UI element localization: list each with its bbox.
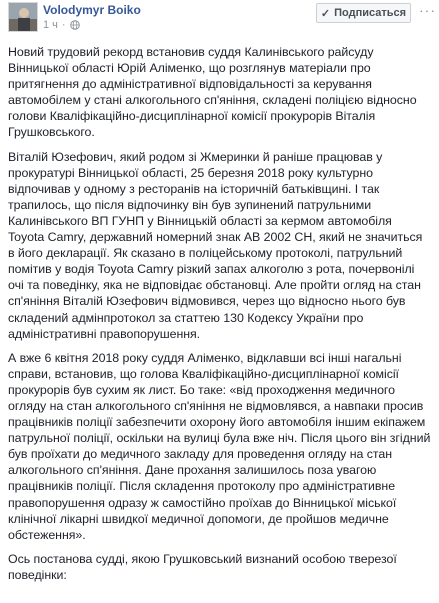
globe-icon <box>70 20 80 30</box>
post-paragraph: Ось постанова судді, якою Грушковський визнаний особою тверезої поведінки: <box>8 551 397 582</box>
post-paragraph: Новий трудовий рекорд встановив суддя Калинівського райсуду Вінницької області Юрій Аліменко, що розглянув матеріали про притягнення до адміністративної відповідальності за керування автомобілем у стані алкогольного сп'яніння, складені поліцією відносно голови Кваліфікаційно-дисциплінарної комісії прокурорів Віталія Грушковського. <box>8 45 417 140</box>
post-timestamp[interactable]: 1 ч <box>43 19 58 31</box>
meta-separator: · <box>61 19 66 31</box>
post-paragraph: А вже 6 квітня 2018 року суддя Аліменко, відклавши всі інші нагальні справи, встановив, що голова Кваліфікаційно-дисциплінарної комісії прокурорів був сухим як лист. Бо таке: «від проходження медичного огляду на стан алкогольного сп'яніння не відмовлявся, а навпаки просив працівників поліції забезпечити охорону його автомобіля іншим екіпажем патрульної поліції, оскільки на вулиці була вже ніч. Після цього він згідний був проїхати до медичного закладу для проведення огляду на стан алкогольного сп'яніння. Дане прохання залишилось поза увагою працівників поліції. Після складення протоколу про адміністративне правопорушення одразу ж самостійно проїхав до Вінницької міської клінічної лікарні швидкої медичної допомоги, де пройшов медичне обстеження». <box>8 350 431 542</box>
subscribe-button[interactable] <box>316 3 411 23</box>
author-name[interactable]: Volodymyr Boiko <box>43 3 141 17</box>
post-body <box>0 44 439 583</box>
post-header <box>0 0 439 44</box>
post-meta <box>43 19 80 31</box>
author-avatar[interactable] <box>8 2 38 32</box>
more-options-icon[interactable]: ··· <box>419 2 436 18</box>
checkmark-icon: ✓ <box>320 7 331 20</box>
post-paragraph: Віталій Юзефович, який родом зі Жмеринки й раніше працював у прокуратурі Вінницької області, 25 березня 2018 року культурно відпочивав у одному з ресторанів на історичній батьківщині. І так трапилось, що після відпочинку він був зупинений патрульними Калинівського ВП ГУНП у Вінницькій області за кермом автомобіля Toyota Camry, державний номерний знак АВ 2002 СН, який не значиться в його декларації. Як сказано в поліцейському протоколі, патрульний помітив у водія Toyota Camry різкий запах алкоголю з рота, почервонілі очі та поведінку, яка не відповідає обстановці. Але пройти огляд на стан сп'яніння Віталій Юзефович відмовився, через що відносно нього був складений адмінпротокол за статтею 130 Кодексу України про адміністративні правопорушення. <box>8 149 423 341</box>
subscribe-label: Подписаться <box>334 7 407 19</box>
